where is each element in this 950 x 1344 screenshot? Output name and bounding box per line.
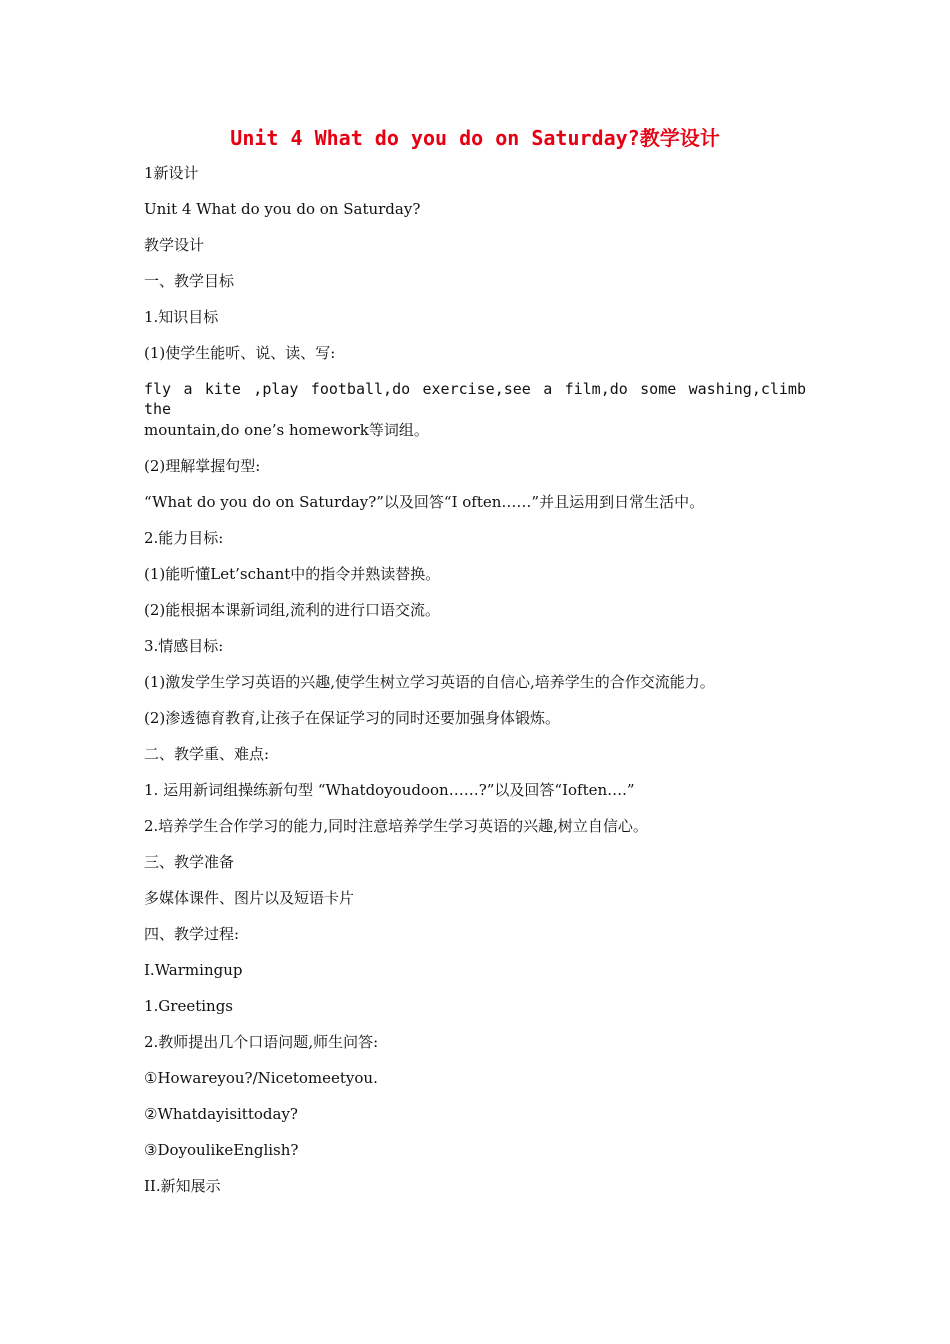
- text-line: 2.教师提出几个口语问题,师生问答:: [144, 1033, 379, 1051]
- text-line: ③DoyoulikeEnglish?: [144, 1141, 299, 1159]
- text-line: mountain,do one’s homework等词组。: [144, 421, 429, 439]
- text-line: (1)激发学生学习英语的兴趣,使学生树立学习英语的自信心,培养学生的合作交流能力。: [144, 673, 715, 691]
- text-line: 一、教学目标: [144, 272, 235, 290]
- text-line: II.新知展示: [144, 1177, 221, 1195]
- text-line: 1新设计: [144, 164, 199, 182]
- text-line: 1.知识目标: [144, 308, 219, 326]
- text-line: 四、教学过程:: [144, 925, 240, 943]
- text-line: I.Warmingup: [144, 961, 243, 979]
- text-line: 2.能力目标:: [144, 529, 224, 547]
- text-line: ②Whatdayisittoday?: [144, 1105, 298, 1123]
- text-line: 1. 运用新词组操练新句型 “Whatdoyoudoon……?”以及回答“Ioften….”: [144, 781, 635, 799]
- text-line: (2)理解掌握句型:: [144, 457, 261, 475]
- text-line: fly a kite ,play football,do exercise,see a film,do some washing,climb the: [144, 380, 806, 418]
- text-line: (2)能根据本课新词组,流利的进行口语交流。: [144, 601, 441, 619]
- text-line: 三、教学准备: [144, 853, 235, 871]
- text-line: ①Howareyou?/Nicetomeetyou.: [144, 1069, 378, 1087]
- text-line: 1.Greetings: [144, 997, 234, 1015]
- text-line: “What do you do on Saturday?”以及回答“I often……”并且运用到日常生活中。: [144, 493, 705, 511]
- text-line: Unit 4 What do you do on Saturday?: [144, 200, 421, 218]
- document-title: Unit 4 What do you do on Saturday?教学设计: [230, 126, 720, 150]
- text-line: 多媒体课件、图片以及短语卡片: [144, 889, 355, 907]
- text-line: 二、教学重、难点:: [144, 745, 270, 763]
- text-line: 3.情感目标:: [144, 637, 224, 655]
- text-line: (1)能听懂Let’schant中的指令并熟读替换。: [144, 565, 441, 583]
- text-line: 2.培养学生合作学习的能力,同时注意培养学生学习英语的兴趣,树立自信心。: [144, 817, 648, 835]
- text-line: (2)渗透德育教育,让孩子在保证学习的同时还要加强身体锻炼。: [144, 709, 561, 727]
- text-line: 教学设计: [144, 236, 205, 254]
- text-line: (1)使学生能听、说、读、写:: [144, 344, 336, 362]
